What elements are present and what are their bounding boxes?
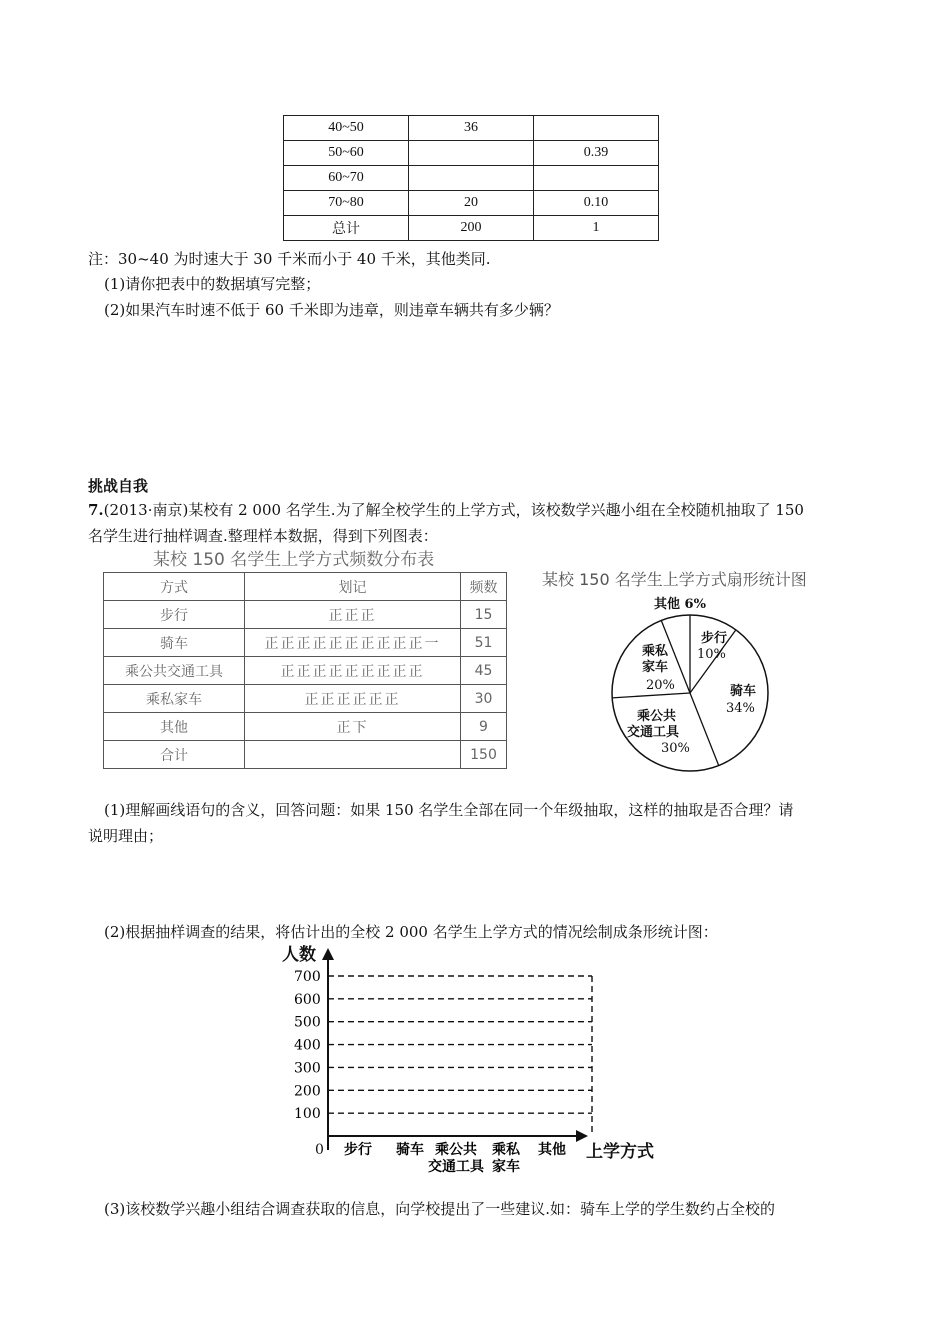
ytick-label: 600 [294,991,321,1008]
problem-7-line1 [88,500,804,520]
ytick-label: 300 [294,1060,321,1077]
pie-label-other: 其他 6% [654,597,706,612]
table-cell: 60~70 [284,166,409,191]
ytick-label: 500 [294,1014,321,1031]
freq-table-cell: 150 [461,741,507,769]
x-axis-arrow [576,1130,588,1142]
table-cell: 70~80 [284,191,409,216]
table-cell: 0.39 [534,141,659,166]
freq-header-cell: 频数 [461,573,507,601]
bar-origin: 0 [315,1142,324,1158]
table-cell: 1 [534,216,659,241]
freq-table-cell: 正正正正正正正正正 [245,657,461,685]
freq-table-cell: 乘公共交通工具 [104,657,245,685]
freq-table-cell: 9 [461,713,507,741]
problem-7-text: (2013·南京)某校有 2 000 名学生.为了解全校学生的上学方式，该校数学兴趣小组在全校随机抽取了 150 [103,501,804,519]
question-1: (1)请你把表中的数据填写完整； [104,275,321,293]
pie-label-bike-pct: 34% [726,701,755,716]
pie-chart [530,565,870,780]
table-cell: 0.10 [534,191,659,216]
bar-ytick-labels [294,969,321,1122]
freq-table-cell: 正正正正正正正正正正一 [245,629,461,657]
question-2: (2)如果汽车时速不低于 60 千米即为违章，则违章车辆共有多少辆？ [104,301,559,319]
freq-table-row [104,741,507,769]
freq-table [103,572,507,769]
pie-label-car-line2: 家车 [642,660,669,675]
table-cell [534,116,659,141]
table-row [284,216,659,241]
bar-chart [270,938,690,1178]
freq-header-cell: 方式 [104,573,245,601]
freq-table-cell: 步行 [104,601,245,629]
y-axis-arrow [322,948,334,960]
category-label: 乘私 [492,1142,520,1158]
pie-label-car-pct: 20% [646,678,675,693]
table-row [284,116,659,141]
freq-header-cell: 划记 [245,573,461,601]
bar-category-labels [344,1141,566,1175]
table-cell [534,166,659,191]
bar-gridlines [328,976,592,1136]
table-note: 注：30~40 为时速大于 30 千米而小于 40 千米，其他类同. [88,250,491,268]
pie-label-bus-line2: 交通工具 [627,725,680,740]
table-cell: 40~50 [284,116,409,141]
table-cell: 50~60 [284,141,409,166]
freq-table-cell: 正正正正正正 [245,685,461,713]
category-label: 骑车 [396,1142,424,1158]
question-7-1-line2: 说明理由； [88,827,164,845]
question-7-1-line1: (1)理解画线语句的含义，回答问题：如果 150 名学生全部在同一个年级抽取，这样的抽取是否合理？请 [104,801,794,819]
problem-number: 7. [88,501,104,519]
freq-table-cell: 15 [461,601,507,629]
table-cell: 200 [409,216,534,241]
section-title: 挑战自我 [88,477,149,495]
category-label: 步行 [344,1142,372,1158]
freq-table-row [104,657,507,685]
freq-table-cell: 其他 [104,713,245,741]
ytick-label: 700 [294,969,321,985]
table-cell [409,166,534,191]
category-label: 乘公共 [435,1142,477,1158]
bar-ylabel: 人数 [282,945,316,965]
pie-label-bus-line1: 乘公共 [637,709,677,724]
freq-table-cell: 45 [461,657,507,685]
freq-table-cell: 骑车 [104,629,245,657]
pie-label-walk-pct: 10% [697,647,726,662]
table-row [284,191,659,216]
ytick-label: 400 [294,1037,321,1054]
freq-table-row [104,601,507,629]
question-7-2: (2)根据抽样调查的结果，将估计出的全校 2 000 名学生上学方式的情况绘制成条形统计图： [104,923,718,941]
freq-table-cell: 乘私家车 [104,685,245,713]
freq-table-cell: 正正正 [245,601,461,629]
freq-table-cell: 合计 [104,741,245,769]
table-cell: 36 [409,116,534,141]
table-cell [409,141,534,166]
problem-7-line2: 名学生进行抽样调查.整理样本数据，得到下列图表： [88,527,438,545]
speed-table [283,115,659,241]
table-row [284,166,659,191]
question-7-3: (3)该校数学兴趣小组结合调查获取的信息，向学校提出了一些建议.如：骑车上学的学生数约占全校的 [104,1200,776,1218]
table-row [284,141,659,166]
category-label: 家车 [492,1159,520,1175]
freq-table-cell: 51 [461,629,507,657]
ytick-label: 100 [294,1106,321,1123]
freq-table-header [104,573,507,601]
freq-table-cell [245,741,461,769]
table-cell: 总计 [284,216,409,241]
pie-title: 某校 150 名学生上学方式扇形统计图 [542,570,807,589]
pie-label-bike-name: 骑车 [730,684,757,699]
ytick-label: 200 [294,1083,321,1100]
category-label: 交通工具 [428,1159,484,1175]
pie-label-walk-name: 步行 [701,631,728,646]
category-label: 其他 [538,1142,566,1158]
freq-table-row [104,629,507,657]
freq-table-row [104,713,507,741]
pie-label-bus-pct: 30% [661,741,690,756]
table-cell: 20 [409,191,534,216]
pie-label-car-line1: 乘私 [642,644,669,659]
freq-table-title: 某校 150 名学生上学方式频数分布表 [153,550,435,570]
bar-xlabel: 上学方式 [586,1142,654,1162]
freq-table-cell: 30 [461,685,507,713]
freq-table-row [104,685,507,713]
freq-table-cell: 正下 [245,713,461,741]
